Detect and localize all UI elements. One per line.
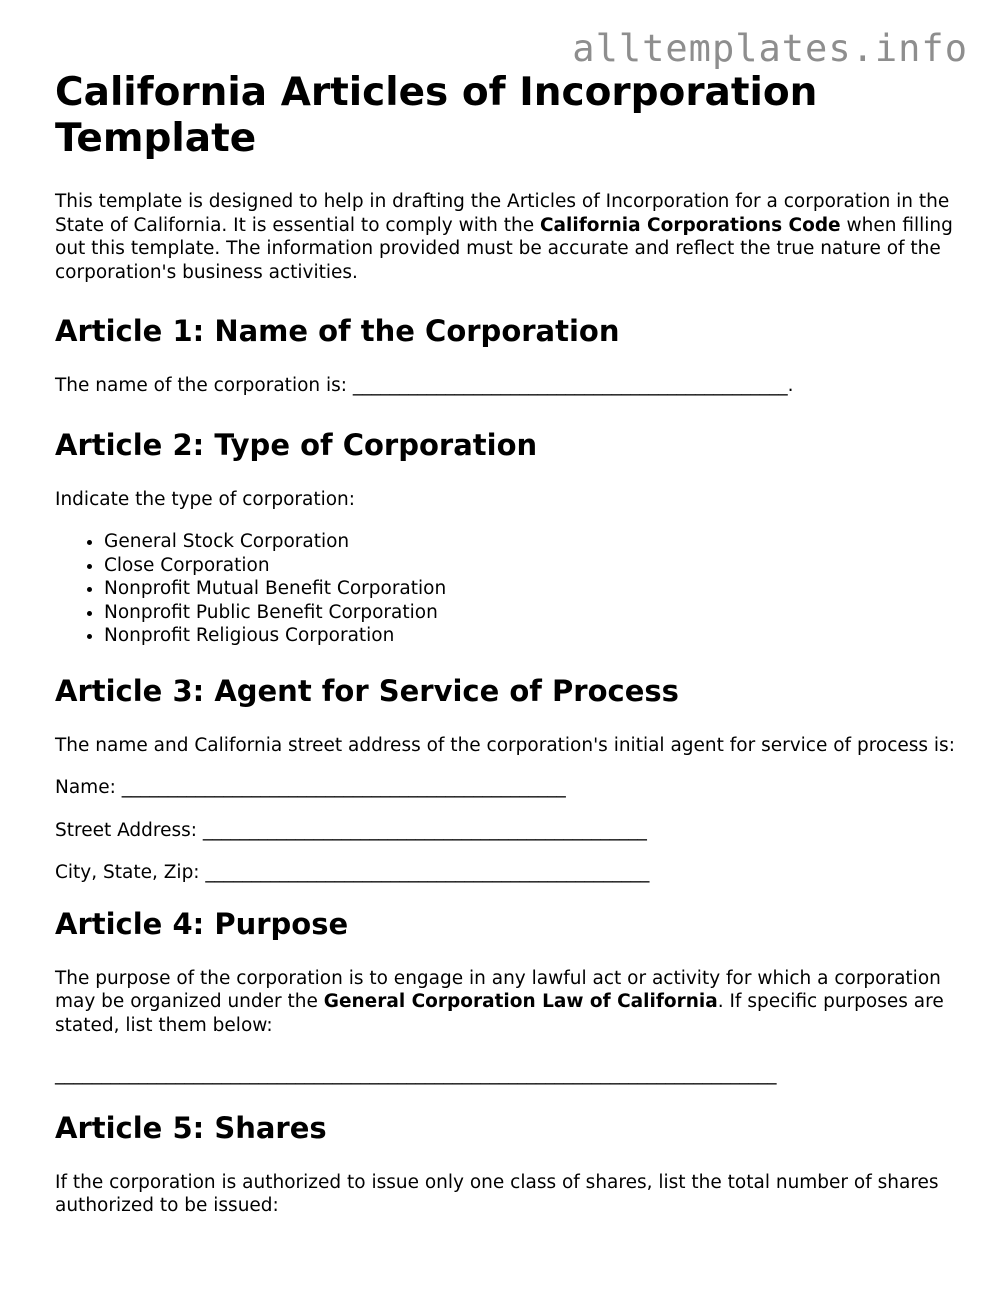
purpose-blank-line (55, 1063, 955, 1087)
article1-name-field (55, 374, 955, 398)
agent-name-blank[interactable]: ________________________________________________ (121, 777, 566, 798)
agent-city-field (55, 861, 955, 885)
article4-heading: Article 4: Purpose (55, 906, 349, 941)
agent-street-field (55, 819, 955, 843)
document-page (55, 70, 955, 1218)
corporation-name-blank[interactable]: _______________________________________________. (352, 375, 794, 396)
article5-prompt: If the corporation is authorized to issue only one class of shares, list the total number of shares authorized to be issued: (55, 1171, 939, 1216)
agent-street-blank[interactable]: ________________________________________________ (202, 819, 647, 841)
list-item: • Close Corporation (104, 554, 955, 578)
article3-prompt: The name and California street address of the corporation's initial agent for service of process is: (55, 734, 955, 756)
agent-city-label: City, State, Zip: (55, 862, 206, 883)
list-item: • Nonprofit Public Benefit Corporation (104, 601, 955, 625)
document-title: California Articles of Incorporation Template (55, 70, 818, 161)
list-item: • Nonprofit Religious Corporation (104, 624, 955, 648)
article4-text-after: . If specific purposes are stated, list them below: (55, 991, 944, 1036)
agent-street-label: Street Address: (55, 819, 203, 841)
article3-heading: Article 3: Agent for Service of Process (55, 673, 679, 708)
watermark: alltemplates.info (572, 27, 968, 70)
article1-heading: Article 1: Name of the Corporation (55, 314, 620, 348)
article1-label: The name of the corporation is: (55, 375, 353, 396)
agent-city-blank[interactable]: ________________________________________________ (205, 862, 650, 883)
agent-name-label: Name: (55, 777, 122, 798)
article4-paragraph (55, 967, 955, 1038)
corporation-type-list (55, 530, 955, 648)
list-item: • Nonprofit Mutual Benefit Corporation (104, 577, 955, 601)
article4-text-before: The purpose of the corporation is to engage in any lawful act or activity for which a corporation may be organized under the (55, 967, 941, 1012)
article5-heading: Article 5: Shares (55, 1110, 327, 1145)
intro-paragraph (55, 190, 955, 284)
agent-name-field (55, 776, 955, 800)
intro-text-before: This template is designed to help in drafting the Articles of Incorporation for a corporation in the State of California. It is essential to comply with the (55, 191, 950, 236)
article4-bold-law: General Corporation Law of California (323, 991, 718, 1012)
article2-prompt: Indicate the type of corporation: (55, 488, 356, 510)
intro-text-after: when filling out this template. The information provided must be accurate and reflect the true nature of the corporation's business activities. (55, 214, 953, 283)
list-item: • General Stock Corporation (104, 530, 955, 554)
purpose-blank[interactable]: ______________________________________________________________________________ (55, 1064, 777, 1085)
intro-bold-code: California Corporations Code (539, 214, 841, 236)
article2-heading: Article 2: Type of Corporation (55, 427, 538, 462)
